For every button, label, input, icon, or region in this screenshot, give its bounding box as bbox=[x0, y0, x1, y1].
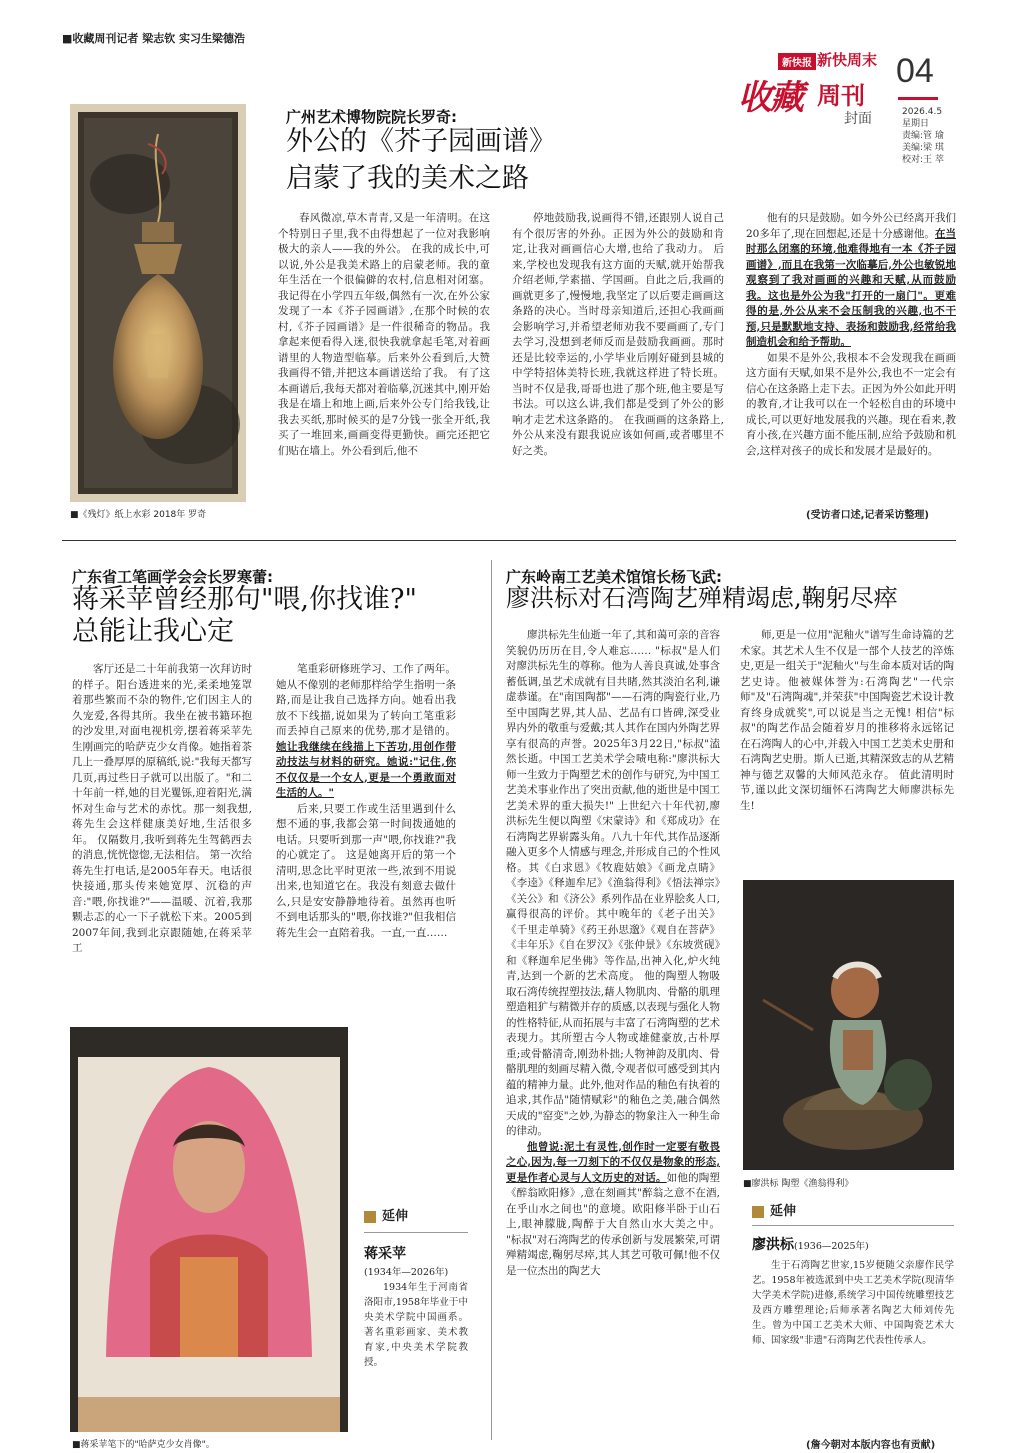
article3-kicker: 广东岭南工艺美术馆馆长杨飞武: bbox=[506, 568, 723, 586]
article2-kicker: 广东省工笔画学会会长罗寒蕾: bbox=[72, 568, 273, 586]
designer-credit: 美编:梁 琪 bbox=[902, 143, 944, 153]
bio-years: (1936—2025年) bbox=[794, 1241, 869, 1252]
editor-credit: 责编:管 瑜 bbox=[902, 131, 944, 141]
extension-label: 延伸 bbox=[382, 1209, 409, 1224]
article2-headline-line1: 蒋采苹曾经那句"喂,你找谁?" bbox=[72, 584, 417, 615]
portrait-painting-caption: ■蒋采苹笔下的"哈萨克少女肖像"。 bbox=[72, 1440, 215, 1450]
article3-extension bbox=[752, 1200, 954, 1348]
page-number-bar bbox=[898, 97, 938, 100]
reporter-credit: ■收藏周刊记者 梁志钦 实习生梁德浩 bbox=[62, 32, 246, 45]
masthead-logo: 收藏 bbox=[738, 78, 802, 118]
article3-column-2: 师,更是一位用"泥釉火"谱写生命诗篇的艺术家。其艺术人生不仅是一部个人技艺的淬炼史,更是一组关于"泥釉火"与生命本质对话的陶艺史诗。他被媒体誉为:石湾陶艺"一代宗师"及"石湾陶魂",并荣获"中国陶瓷艺术设计教育终身成就奖",可以说是当之无愧! 相信"标叔"的陶艺作品会随着岁月的推移将永远铭记在石湾陶人的心中,并载入中国工艺美术史册和石湾陶艺史册。斯人已逝,其精深致志的从艺精神与德艺双馨的大师风范永存。 值此清明时节,谨以此文深切缅怀石湾陶艺大师廖洪标先生! bbox=[740, 629, 954, 812]
bio-body: 1934年生于河南省洛阳市,1958年毕业于中央美术学院中国画系。著名重彩画家、美术教育家,中央美术学院教授。 bbox=[364, 1282, 468, 1368]
extension-label: 延伸 bbox=[770, 1204, 797, 1219]
issue-meta bbox=[902, 106, 944, 166]
bio-years: (1934年—2026年) bbox=[364, 1267, 449, 1278]
article2-column-2: 笔重彩研修班学习、工作了两年。她从不像别的老师那样给学生指明一条路,而是让我自己选择方向。她看出我放不下线描,说如果为了转向工笔重彩而丢掉自己原来的优势,那才是错的。她让我继续在线描上下苦功,用创作带动技法与材料的研究。她说:"记住,你不仅仅是一个女人,更是一个勇敢面对生活的人。" 后来,只要工作或生活里遇到什么想不通的事,我都会第一时间拨通她的电话。只要听到那一声"喂,你找谁?"我的心就定了。 这是她离开后的第一个清明,思念比平时更浓一些,浓到不用说出来,也知道它在。我没有刻意去做什么,只是安安静静地待着。虽然再也听不到电话那头的"喂,你找谁?"但我相信蒋先生会一直陪着我。一直,一直…… bbox=[276, 663, 456, 939]
article2-headline-line2: 总能让我心定 bbox=[72, 616, 234, 647]
extension-marker-icon bbox=[752, 1206, 764, 1218]
bio-name: 廖洪标 bbox=[752, 1237, 794, 1253]
article1-column-1: 春风微凉,草木青青,又是一年清明。在这个特别日子里,我不由得想起了一位对我影响极大的亲人——我的外公。 在我的成长中,可以说,外公是我美术路上的启蒙老师。我的童年生活在一个很偏僻的农村,信息相对闭塞。我记得在小学四五年级,偶然有一次,在外公家发现了一本《芥子园画谱》,在那个时候的农村,《芥子园画谱》是一件很稀奇的物品。我拿起来便看得入迷,很快我就拿起毛笔,对着画谱里的人物造型临摹。后来外公看到后,大赞我画得不错,并把这本画谱送给了我。 有了这本画谱后,我每天都对着临摹,沉迷其中,刚开始我是在墙上和地上画,后来外公专门给我钱,让我去买纸,那时候买的是7分钱一张全开纸,我买了一堆回来,画画变得更勤快。画完还把它们贴在墙上。外公看到后,他不 bbox=[278, 212, 490, 457]
article1-headline-line1: 外公的《芥子园画谱》 bbox=[286, 126, 556, 157]
section-divider bbox=[62, 540, 956, 541]
extension-marker-icon bbox=[364, 1211, 376, 1223]
article1-column-2: 停地鼓励我,说画得不错,还跟别人说自己有个很厉害的外孙。正因为外公的鼓励和肯定,让我对画画信心大增,也给了我动力。 后来,学校也发现我有这方面的天赋,就开始帮我介绍老师,学素描、学国画。自此之后,我画的画就更多了,慢慢地,我坚定了以后要走画画这条路的决心。当时母亲知道后,还担心我画画会影响学习,并希望老师劝我不要画画了,专门去学习,没想到老师反而是鼓励我画画。那时还是比较幸运的,小学毕业后刚好碰到县城的中学特招体美特长班,我就这样进了特长班。当时不仅是我,哥哥也进了那个班,他主要是写书法。可以这么讲,我们都是受到了外公的影响才走艺术这条路的。 在我画画的这条路上,外公从来没有跟我说应该如何画,或者哪里不好之类。 bbox=[512, 212, 724, 457]
section-label: 封面 bbox=[844, 111, 872, 127]
masthead-weekly: 新快周末 bbox=[817, 51, 878, 69]
lamp-painting-caption: ■《残灯》纸上水彩 2018年 罗奇 bbox=[70, 510, 207, 520]
issue-weekday: 星期日 bbox=[902, 119, 930, 129]
article1-headline-line2: 启蒙了我的美术之路 bbox=[286, 163, 529, 194]
ceramic-sculpture-caption: ■廖洪标 陶塑《渔翁得利》 bbox=[743, 1179, 854, 1189]
article2-column-1: 客厅还是二十年前我第一次拜访时的样子。阳台透进来的光,柔柔地笼罩着那些繁而不杂的物件,它们因主人的久宠爱,各得其所。我坐在被书籍环抱的沙发里,对面电视机旁,摆着蒋采苹先生刚画完的哈萨克少女肖像。她指着茶几上一叠厚厚的原稿纸,说:"我每天都写几页,再过些日子就可以出版了。"和二十年前一样,她的目光矍铄,迎着阳光,满怀对生命与艺术的赤忱。那一刻我想,蒋先生会这样健康美好地,生活很多年。 仅隔数月,我听到蒋先生驾鹤西去的消息,恍恍惚惚,无法相信。 第一次给蒋先生打电话,是2005年春天。电话很快接通,那头传来她宽厚、沉稳的声音:"喂,你找谁?"——温暖、沉着,我那颗忐忑的心一下子就松下来。2005到2007年间,我到北京跟随她,在蒋采苹工 bbox=[72, 663, 252, 954]
article3-column-1: 廖洪标先生仙逝一年了,其和蔼可亲的音容笑貌仍历历在目,令人难忘…… "标叔"是人们对廖洪标先生的尊称。他为人善良真诚,处事含蓄低调,虽艺术成就有目共睹,然其淡泊名利,谦虚恭谨。在"南国陶都"——石湾的陶瓷行业,乃至中国陶艺界,其人品、艺品有口皆碑,深受业界内外的敬重与爱戴;其人其作在国内外陶艺界享有很高的声誉。2025年3月22日,"标叔"溘然长逝。中国工艺美术学会啧电称:"廖洪标大师一生致力于陶塑艺术的创作与研究,为中国工艺美术事业作出了突出贡献,他的逝世是中国工艺美术界的重大损失!" 上世纪六十年代初,廖洪标先生便以陶塑《宋蒙诗》和《郑成功》在石湾陶艺界崭露头角。八九十年代,其作品逐渐融入更多个人情感与理念,并形成自己的个性风格。其《白求恩》《牧鹿姑娘》《画龙点睛》《李逵》《释迦牟尼》《渔翁得利》《悟法禅宗》《关公》和《济公》系列作品在业界脍炙人口,赢得很高的评价。其中晚年的《老子出关》《千里走单骑》《药王孙思邈》《观自在菩萨》《丰年乐》《自在罗汉》《张仲景》《东坡赏砚》和《释迦牟尼坐佛》等作品,出神入化,炉火纯青,达到一个新的艺术高度。 他的陶塑人物吸取石湾传统捏塑技法,藉人物肌肉、骨骼的肌理塑造粗犷与精微并存的质感,以表现与强化人物的性格特征,从而拓展与丰富了石湾陶塑的艺术表现力。其所塑古今人物或雄健豪放,古朴厚重;或骨骼清奇,刚劲朴拙;人物神韵及肌肉、骨骼肌理的刻画尽精入微,令观者似可感受到其内蕴的精神力量。此外,他对作品的釉色有执着的追求,其作品"随情赋彩"的釉色之美,融合偶然天成的"窑变"之妙,为静态的物象注入一种生命的律动。 他曾说:泥土有灵性,创作时一定要有敬畏之心,因为,每一刀刻下的不仅仅是物象的形态,更是作者心灵与人文历史的对话。如他的陶塑《醉翁欧阳修》,意在刻画其"醉翁之意不在酒,在乎山水之间也"的意境。欧阳修半卧于山石上,眼神朦胧,陶醉于大自然山水大美之中。 "标叔"对石湾陶艺的传承创新与发展繁荣,可谓殚精竭虑,鞠躬尽瘁,其人其艺可敬可佩!他不仅是一位杰出的陶艺大 bbox=[506, 629, 720, 1277]
article2-highlight: 她让我继续在线描上下苦功,用创作带动技法与材料的研究。她说:"记住,你不仅仅是一个女人,更是一个勇敢面对生活的人。" bbox=[276, 740, 456, 799]
issue-date: 2026.4.5 bbox=[902, 107, 943, 117]
article2-extension bbox=[364, 1205, 468, 1370]
masthead-badge: 新快报 bbox=[778, 53, 816, 70]
ceramic-sculpture-image bbox=[743, 880, 954, 1170]
proof-credit: 校对:王 萃 bbox=[902, 155, 944, 165]
lamp-painting-image bbox=[70, 104, 246, 502]
masthead-logo-suffix: 周刊 bbox=[817, 81, 865, 110]
portrait-painting-image bbox=[70, 1027, 348, 1432]
article1-kicker: 广州艺术博物院院长罗奇: bbox=[286, 108, 457, 126]
page-number: 04 bbox=[896, 52, 934, 90]
bio-body: 生于石湾陶艺世家,15岁便随父亲廖作民学艺。1958年被选派到中央工艺美术学院(现清华大学美术学院)进修,系统学习中国传统雕塑技艺及西方雕塑理论;后师承著名陶艺大师刘传先生。曾为中国工艺美术大师、中国陶瓷艺术大师、国家级"非遗"石湾陶艺代表性传承人。 bbox=[752, 1260, 954, 1346]
article1-source: (受访者口述,记者采访整理) bbox=[806, 510, 929, 521]
article1-highlight: 在当时那么闭塞的环境,他难得地有一本《芥子园画谱》,而且在我第一次临摹后,外公也敏锐地观察到了我对画画的兴趣和天赋,从而鼓励我。这也是外公为我"打开的一扇门"。更难得的是,外公从来不会压制我的兴趣,也不干预,只是默默地支持、表扬和鼓励我,经常给我制造机会和给予帮助。 bbox=[746, 227, 956, 348]
article1-column-3: 他有的只是鼓励。如今外公已经离开我们20多年了,现在回想起,还是十分感谢他。在当时那么闭塞的环境,他难得地有一本《芥子园画谱》,而且在我第一次临摹后,外公也敏锐地观察到了我对画画的兴趣和天赋,从而鼓励我。这也是外公为我"打开的一扇门"。更难得的是,外公从来不会压制我的兴趣,也不干预,只是默默地支持、表扬和鼓励我,经常给我制造机会和给予帮助。 如果不是外公,我根本不会发现我在画画这方面有天赋,如果不是外公,我也不一定会有信心在这条路上走下去。正因为外公如此开明的教育,才让我可以在一个轻松自由的环境中成长,可以更好地发展我的兴趣。现在看来,教育小孩,在兴趣方面不能压制,应给予鼓励和机会,这样对孩子的成长和发展才是最好的。 bbox=[746, 212, 956, 457]
article3-headline: 廖洪标对石湾陶艺殚精竭虑,鞠躬尽瘁 bbox=[506, 584, 898, 612]
bio-name: 蒋采苹 bbox=[364, 1246, 406, 1262]
article3-source: (詹今朝对本版内容也有贡献) bbox=[806, 1440, 936, 1451]
column-divider bbox=[491, 560, 492, 1440]
article3-highlight: 他曾说:泥土有灵性,创作时一定要有敬畏之心,因为,每一刀刻下的不仅仅是物象的形态,更是作者心灵与人文历史的对话。 bbox=[506, 1140, 720, 1184]
